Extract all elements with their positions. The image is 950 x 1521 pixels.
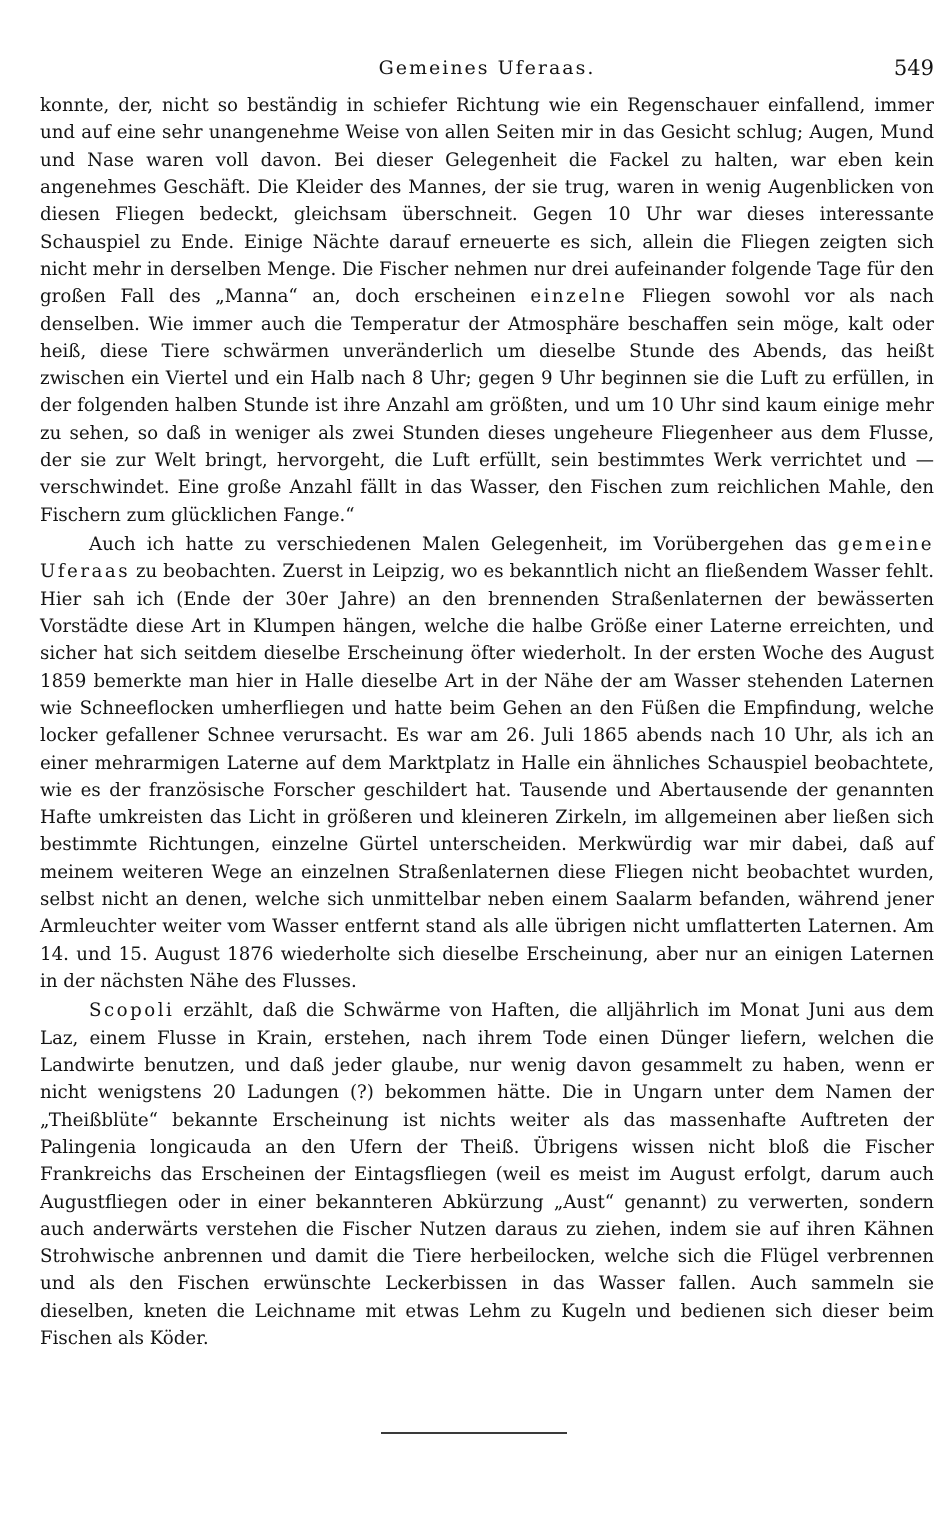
text-run: zu beobachten. Zuerst in Leipzig, wo es bekanntlich nicht an fließendem Wasser fehlt. Hier sah ich (Ende der 30er Jahre) an den brennenden Straßenlaternen der bewässerten Vorstädte diese Art in Klumpen hängen, welche die halbe Größe einer Laterne erreichten, und sicher hat sich seitdem dieselbe Erscheinung öfter wiederholt. In der ersten Woche des August 1859 bemerkte man hier in Halle dieselbe Art in der Nähe der am Wasser stehenden Laternen wie Schneeflocken umherfliegen und hatte beim Gehen an den Füßen die Empfindung, welche locker gefallener Schnee verursacht. Es war am 26. Juli 1865 abends nach 10 Uhr, als ich an einer mehrarmigen Laterne auf dem Marktplatz in Halle ein ähnliches Schauspiel beobachtete, wie es der französische Forscher geschildert hat. Tausende und Abertausende der genannten Hafte umkreisten das Licht in größeren und kleineren Zirkeln, im allgemeinen aber ließen sich bestimmte Richtungen, einzelne Gürtel unterscheiden. Merkwürdig war mir dabei, daß auf meinem weiteren Wege an einzelnen Straßenlaternen diese Fliegen nicht beobachtet wurden, selbst nicht an denen, welche sich unmittelbar neben einem Saalarm befanden, während jener Armleuchter weiter vom Wasser entfernt stand als alle übrigen nicht umflatterten Laternen. Am 14. und 15. August 1876 wiederholte sich dieselbe Erscheinung, aber nur an einigen Laternen in der nächsten Nähe des Flusses. xyxy=(40,561,934,992)
section-end-rule xyxy=(381,1432,567,1434)
species-name: gemeine Uferaas xyxy=(40,534,934,583)
text-run: Auch ich hatte zu verschiedenen Malen Gelegenheit, im Vorübergehen das xyxy=(89,534,838,555)
body-text xyxy=(40,92,934,1352)
running-title: Gemeines Uferaas. xyxy=(378,57,596,79)
paragraph xyxy=(40,531,934,995)
running-header xyxy=(40,54,934,82)
emphasized-word: einzelne xyxy=(530,286,628,308)
author-name: Scopoli xyxy=(89,1000,175,1022)
page-number: 549 xyxy=(893,56,934,80)
paragraph-continued xyxy=(40,92,934,529)
text-run: Fliegen sowohl vor als nach denselben. Wie immer auch die Temperatur der Atmosphäre beschaffen sein möge, kalt oder heiß, diese Tiere schwärmen unveränderlich um dieselbe Stunde des Abends, das heißt zwischen ein Viertel und ein Halb nach 8 Uhr; gegen 9 Uhr beginnen sie die Luft zu erfüllen, in der folgenden halben Stunde ist ihre Anzahl am größten, und um 10 Uhr sind kaum einige mehr zu sehen, so daß in weniger als zwei Stunden dieses ungeheure Fliegenheer aus dem Flusse, der sie zur Welt bringt, hervorgeht, die Luft erfüllt, sein bestimmtes Werk verrichtet und — verschwindet. Eine große Anzahl fällt in das Wasser, den Fischen zum reichlichen Mahle, den Fischern zum glücklichen Fange.“ xyxy=(40,286,934,526)
text-run: erzählt, daß die Schwärme von Haften, die alljährlich im Monat Juni aus dem Laz, einem Flusse in Krain, erstehen, nach ihrem Tode einen Dünger liefern, welchen die Landwirte benutzen, und daß jeder glaube, nur wenig davon gesammelt zu haben, wenn er nicht wenigstens 20 Ladungen (?) bekommen hätte. Die in Ungarn unter dem Namen der „Theißblüte“ bekannte Erscheinung ist nichts weiter als das massenhafte Auftreten der Palingenia longicauda an den Ufern der Theiß. Übrigens wissen nicht bloß die Fischer Frankreichs das Erscheinen der Eintagsfliegen (weil es meist im August erfolgt, darum auch Augustfliegen oder in einer bekannteren Abkürzung „Aust“ genannt) zu verwerten, sondern auch anderwärts verstehen die Fischer Nutzen daraus zu ziehen, indem sie auf ihren Kähnen Strohwische anbrennen und damit die Tiere herbeilocken, welche sich die Flügel verbrennen und als den Fischen erwünschte Leckerbissen in das Wasser fallen. Auch sammeln sie dieselben, kneten die Leichname mit etwas Lehm zu Kugeln und bedienen sich dieser beim Fischen als Köder. xyxy=(40,1000,934,1350)
paragraph xyxy=(40,997,934,1352)
text-run: konnte, der, nicht so beständig in schiefer Richtung wie ein Regenschauer einfallend, immer und auf eine sehr unangenehme Weise von allen Seiten mir in das Gesicht schlug; Augen, Mund und Nase waren voll davon. Bei dieser Gelegenheit die Fackel zu halten, war eben kein angenehmes Geschäft. Die Kleider des Mannes, der sie trug, waren in wenig Augenblicken von diesen Fliegen bedeckt, gleichsam überschneit. Gegen 10 Uhr war dieses interessante Schauspiel zu Ende. Einige Nächte darauf erneuerte es sich, allein die Fliegen zeigten sich nicht mehr in derselben Menge. Die Fischer nehmen nur drei aufeinander folgende Tage für den großen Fall des „Manna“ an, doch erscheinen xyxy=(40,95,934,308)
